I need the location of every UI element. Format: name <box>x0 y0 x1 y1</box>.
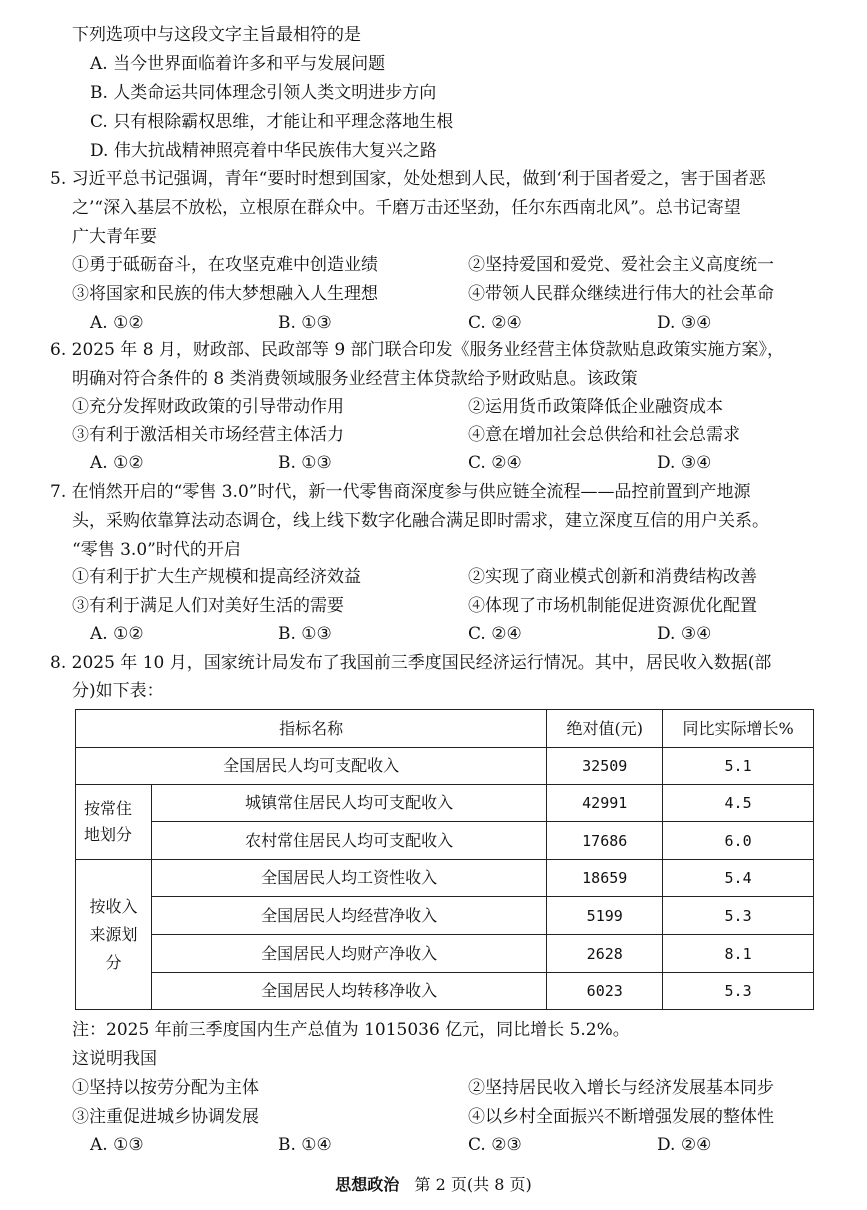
subject-title: 思想政治 <box>335 1175 400 1194</box>
q7-choice-b: B. ①③ <box>278 624 332 644</box>
q5-statement-3: ③将国家和民族的伟大梦想融入人生理想 <box>72 284 378 304</box>
q6-stem-line1: 6. 2025 年 8 月，财政部、民政部等 9 部门联合印发《服务业经营主体贷款贴息政策实施方案》， <box>50 340 785 360</box>
q8-choice-b: B. ①④ <box>278 1135 332 1155</box>
page-footer <box>0 1172 867 1195</box>
q8-statement-2: ②坚持居民收入增长与经济发展基本同步 <box>468 1078 774 1098</box>
header-growth: 同比实际增长% <box>663 710 814 748</box>
group-by-source: 按收入 来源划 分 <box>76 860 152 1010</box>
q5-choice-d: D. ③④ <box>657 313 712 333</box>
q8-stem-line2: 分)如下表： <box>72 681 164 701</box>
q6-statement-4: ④意在增加社会总供给和社会总需求 <box>468 425 740 445</box>
table-row: 全国居民人均财产净收入 2628 8.1 <box>76 935 814 973</box>
q4-option-d: D. 伟大抗战精神照亮着中华民族伟大复兴之路 <box>90 141 437 161</box>
page-number: 第 2 页(共 8 页) <box>414 1175 532 1194</box>
q8-choice-c: C. ②③ <box>468 1135 522 1155</box>
q7-choice-c: C. ②④ <box>468 624 522 644</box>
q7-statement-2: ②实现了商业模式创新和消费结构改善 <box>468 567 757 587</box>
group-by-residence: 按常住 地划分 <box>76 785 152 860</box>
q8-choice-d: D. ②④ <box>657 1135 712 1155</box>
table-row: 全国居民人均经营净收入 5199 5.3 <box>76 897 814 935</box>
table-header-row <box>76 710 814 748</box>
q7-stem-line3: “零售 3.0”时代的开启 <box>72 540 241 560</box>
header-indicator: 指标名称 <box>76 710 547 748</box>
q7-choice-a: A. ①② <box>90 624 144 644</box>
q7-statement-4: ④体现了市场机制能促进资源优化配置 <box>468 596 757 616</box>
q8-note: 注：2025 年前三季度国内生产总值为 1015036 亿元，同比增长 5.2%。 <box>72 1020 630 1040</box>
q4-option-c: C. 只有根除霸权思维，才能让和平理念落地生根 <box>90 112 454 132</box>
q5-stem-line2: 之’“深入基层不放松，立根原在群众中。千磨万击还坚劲，任尔东西南北风”。总书记寄望 <box>72 198 741 218</box>
q5-choice-c: C. ②④ <box>468 313 522 333</box>
q6-choice-d: D. ③④ <box>657 453 712 473</box>
table-row: 按常住 地划分 城镇常住居民人均可支配收入 42991 4.5 <box>76 785 814 822</box>
q7-statement-3: ③有利于满足人们对美好生活的需要 <box>72 596 344 616</box>
q6-statement-1: ①充分发挥财政政策的引导带动作用 <box>72 397 344 417</box>
q5-statement-2: ②坚持爱国和爱党、爱社会主义高度统一 <box>468 255 774 275</box>
q8-stem-line1: 8. 2025 年 10 月，国家统计局发布了我国前三季度国民经济运行情况。其中，居民收入数据(部 <box>50 653 772 673</box>
q6-choice-a: A. ①② <box>90 453 144 473</box>
q7-statement-1: ①有利于扩大生产规模和提高经济效益 <box>72 567 361 587</box>
q7-stem-line1: 7. 在悄然开启的“零售 3.0”时代，新一代零售商深度参与供应链全流程——品控前置到产地源 <box>50 482 751 502</box>
q5-stem-line1: 5. 习近平总书记强调，青年“要时时想到国家，处处想到人民，做到‘利于国者爱之，害于国者恶 <box>50 169 766 189</box>
q8-statement-3: ③注重促进城乡协调发展 <box>72 1107 259 1127</box>
q7-stem-line2: 头，采购依靠算法动态调仓，线上线下数字化融合满足即时需求，建立深度互信的用户关系。 <box>72 511 769 531</box>
income-table <box>75 709 814 1010</box>
q6-choice-b: B. ①③ <box>278 453 332 473</box>
q8-statement-4: ④以乡村全面振兴不断增强发展的整体性 <box>468 1107 774 1127</box>
q5-statement-4: ④带领人民群众继续进行伟大的社会革命 <box>468 284 774 304</box>
q6-statement-3: ③有利于激活相关市场经营主体活力 <box>72 425 344 445</box>
q4-stem-tail: 下列选项中与这段文字主旨最相符的是 <box>72 25 361 45</box>
q8-stem-tail: 这说明我国 <box>72 1049 157 1069</box>
table-row: 全国居民人均可支配收入 32509 5.1 <box>76 748 814 785</box>
q5-stem-line3: 广大青年要 <box>72 227 157 247</box>
q6-choice-c: C. ②④ <box>468 453 522 473</box>
q6-stem-line2: 明确对符合条件的 8 类消费领域服务业经营主体贷款给予财政贴息。该政策 <box>72 369 638 389</box>
q7-choice-d: D. ③④ <box>657 624 712 644</box>
table-row: 全国居民人均转移净收入 6023 5.3 <box>76 973 814 1010</box>
q8-choice-a: A. ①③ <box>90 1135 144 1155</box>
table-row: 农村常住居民人均可支配收入 17686 6.0 <box>76 822 814 860</box>
q8-statement-1: ①坚持以按劳分配为主体 <box>72 1078 259 1098</box>
q5-choice-a: A. ①② <box>90 313 144 333</box>
q4-option-b: B. 人类命运共同体理念引领人类文明进步方向 <box>90 83 437 103</box>
q4-option-a: A. 当今世界面临着许多和平与发展问题 <box>90 54 386 74</box>
header-absolute: 绝对值(元) <box>547 710 663 748</box>
q5-choice-b: B. ①③ <box>278 313 332 333</box>
table-row: 按收入 来源划 分 全国居民人均工资性收入 18659 5.4 <box>76 860 814 897</box>
q5-statement-1: ①勇于砥砺奋斗，在攻坚克难中创造业绩 <box>72 255 378 275</box>
q6-statement-2: ②运用货币政策降低企业融资成本 <box>468 397 723 417</box>
